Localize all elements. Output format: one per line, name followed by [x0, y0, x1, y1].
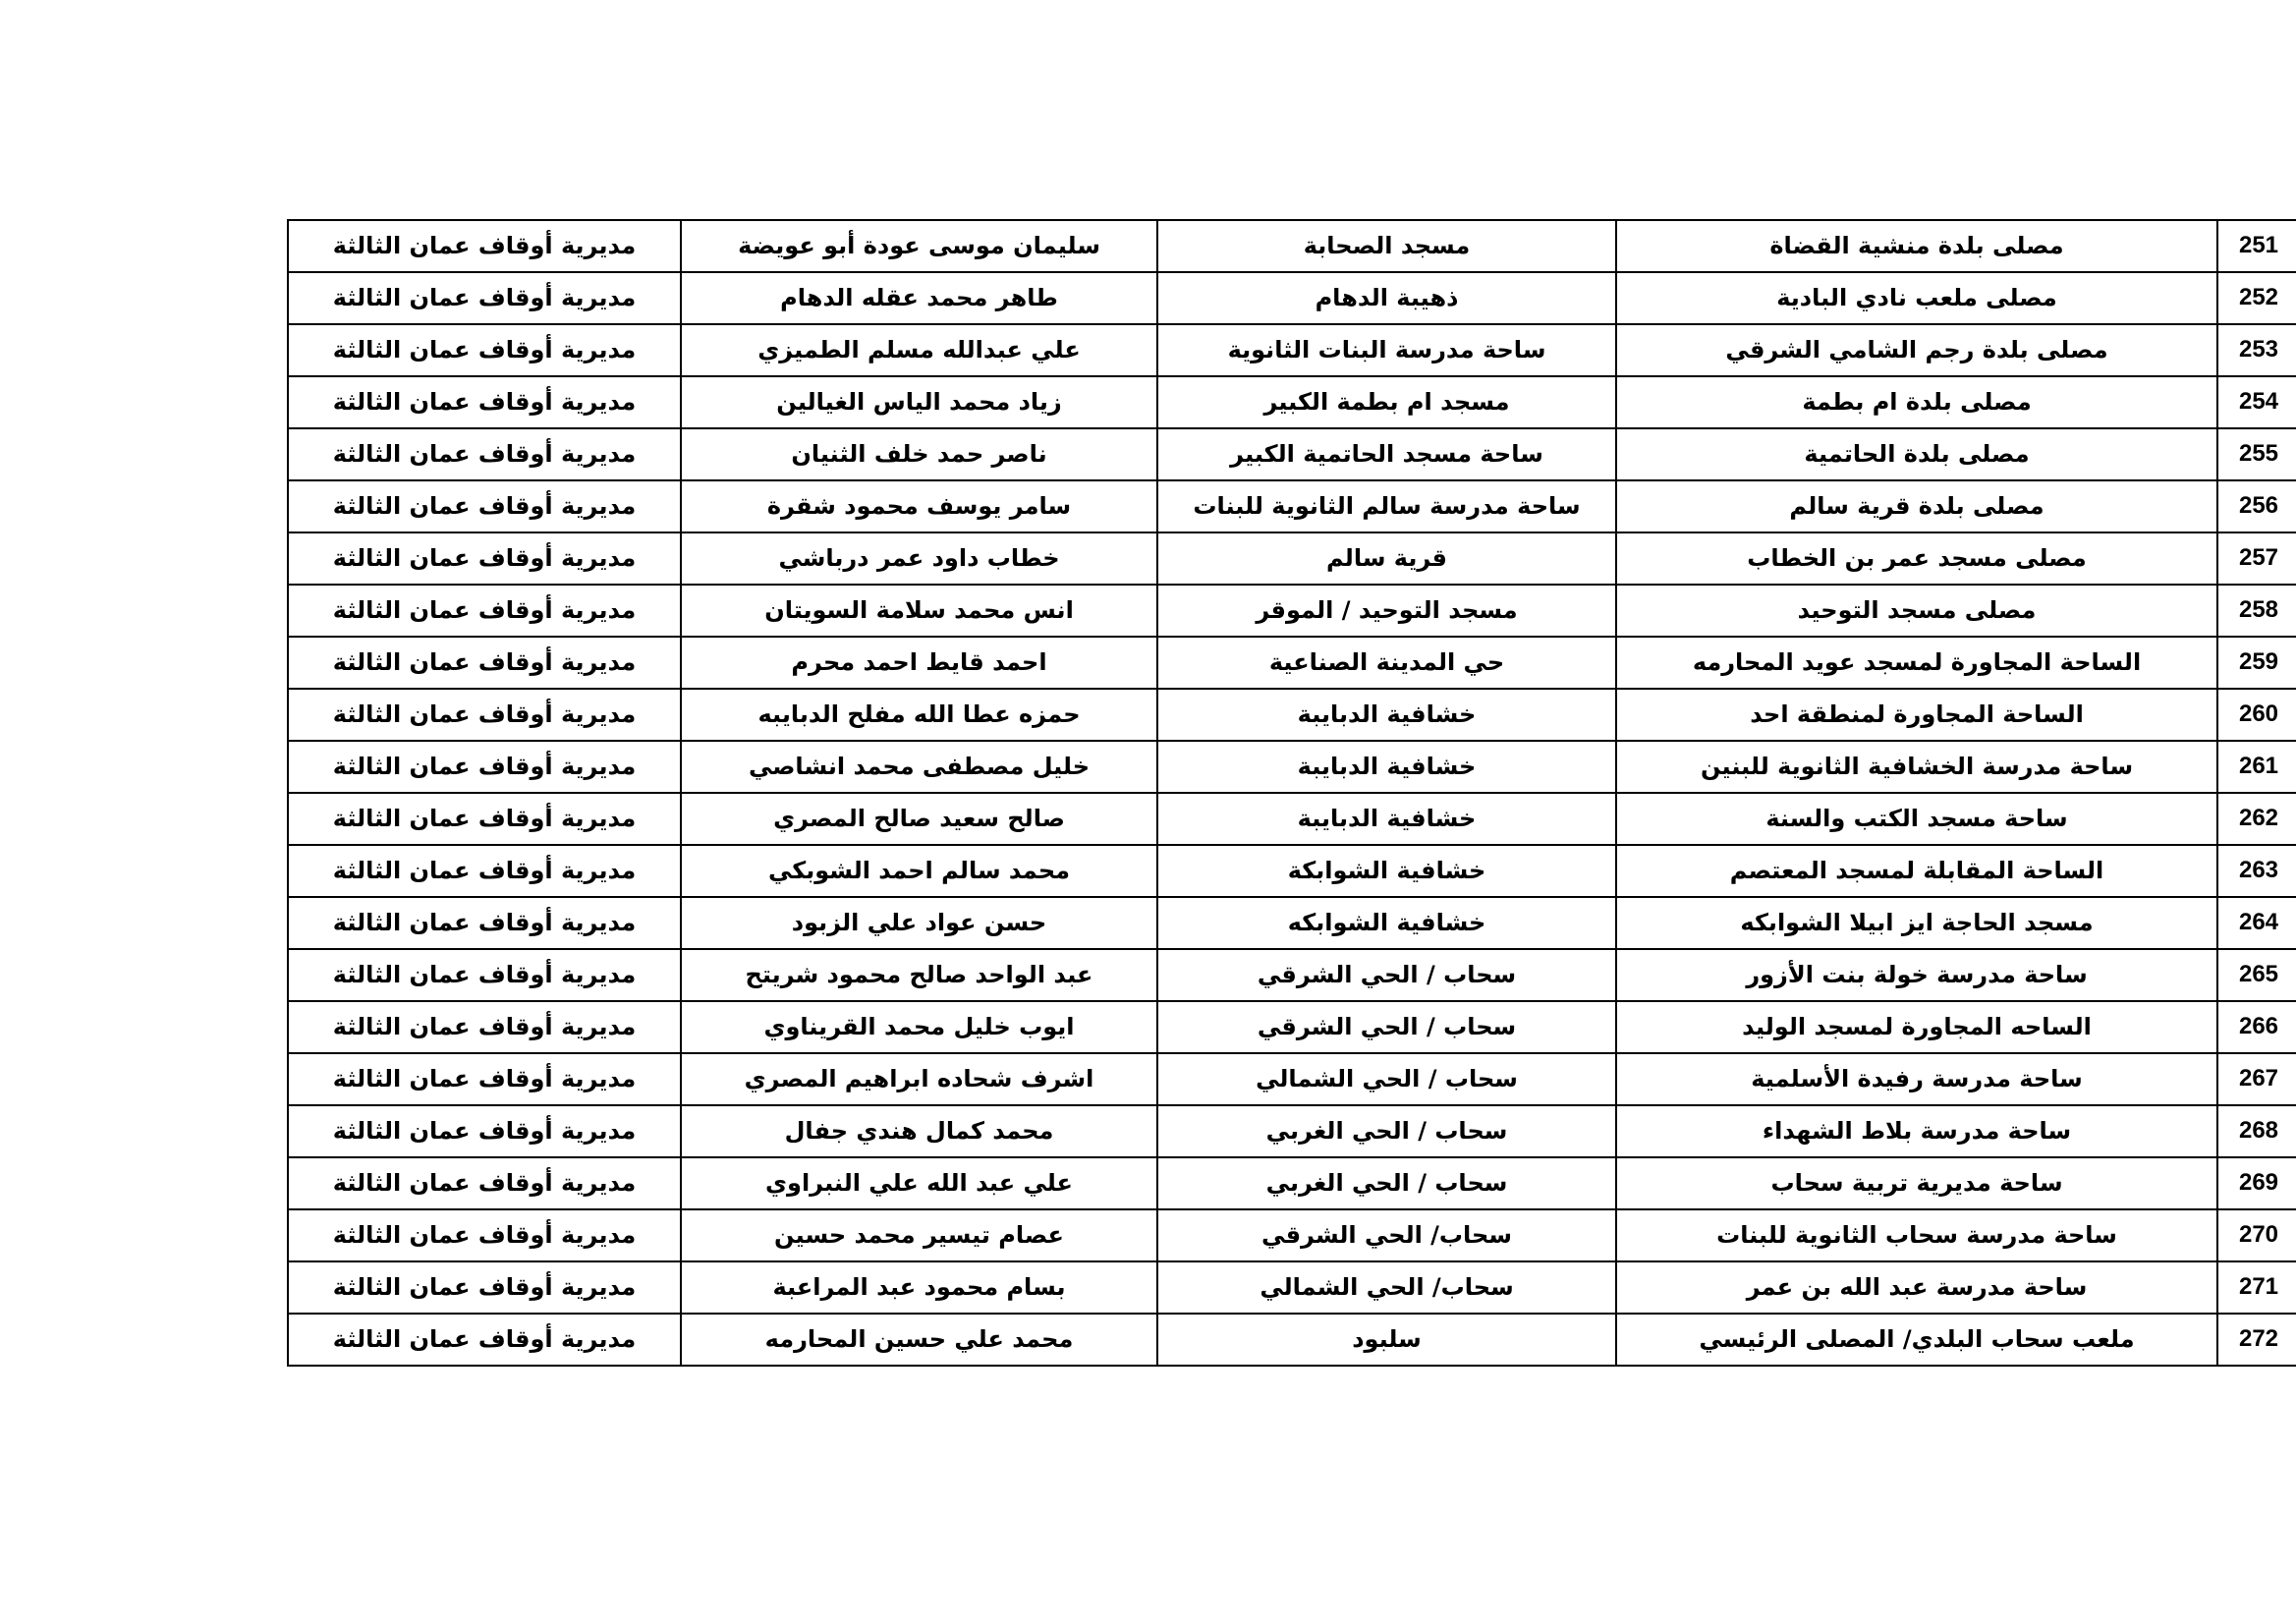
table-row: [288, 480, 2296, 532]
row-number-cell: 262: [2217, 793, 2296, 845]
area-cell: مسجد التوحيد / الموقر: [1157, 585, 1616, 637]
table-row: [288, 585, 2296, 637]
row-number-cell: 268: [2217, 1105, 2296, 1157]
area-cell: خشافية الدبايبة: [1157, 793, 1616, 845]
directorate-cell: مديرية أوقاف عمان الثالثة: [288, 897, 681, 949]
directorate-cell: مديرية أوقاف عمان الثالثة: [288, 324, 681, 376]
supervisor-name-cell: علي عبدالله مسلم الطميزي: [681, 324, 1157, 376]
supervisor-name-cell: ناصر حمد خلف الثنيان: [681, 428, 1157, 480]
prayer-location-cell: الساحة المجاورة لمنطقة احد: [1616, 689, 2217, 741]
supervisor-name-cell: بسام محمود عبد المراعبة: [681, 1261, 1157, 1314]
table-row: [288, 637, 2296, 689]
supervisor-name-cell: محمد سالم احمد الشوبكي: [681, 845, 1157, 897]
table-row: [288, 845, 2296, 897]
area-cell: ساحة مدرسة سالم الثانوية للبنات: [1157, 480, 1616, 532]
directorate-cell: مديرية أوقاف عمان الثالثة: [288, 793, 681, 845]
table-row: [288, 428, 2296, 480]
prayer-location-cell: مصلى بلدة قرية سالم: [1616, 480, 2217, 532]
table-row: [288, 689, 2296, 741]
supervisor-name-cell: حمزه عطا الله مفلح الدبايبه: [681, 689, 1157, 741]
area-cell: سحاب/ الحي الشرقي: [1157, 1209, 1616, 1261]
supervisor-name-cell: علي عبد الله علي النبراوي: [681, 1157, 1157, 1209]
supervisor-name-cell: سليمان موسى عودة أبو عويضة: [681, 220, 1157, 272]
directorate-cell: مديرية أوقاف عمان الثالثة: [288, 428, 681, 480]
directorate-cell: مديرية أوقاف عمان الثالثة: [288, 376, 681, 428]
supervisor-name-cell: حسن عواد علي الزبود: [681, 897, 1157, 949]
prayer-location-cell: مصلى بلدة منشية القضاة: [1616, 220, 2217, 272]
table-body: [288, 220, 2296, 1366]
directorate-cell: مديرية أوقاف عمان الثالثة: [288, 637, 681, 689]
directorate-cell: مديرية أوقاف عمان الثالثة: [288, 1209, 681, 1261]
area-cell: سحاب / الحي الشمالي: [1157, 1053, 1616, 1105]
table-row: [288, 1209, 2296, 1261]
supervisor-name-cell: عبد الواحد صالح محمود شريتح: [681, 949, 1157, 1001]
row-number-cell: 253: [2217, 324, 2296, 376]
area-cell: قرية سالم: [1157, 532, 1616, 585]
area-cell: سحاب / الحي الغربي: [1157, 1157, 1616, 1209]
row-number-cell: 251: [2217, 220, 2296, 272]
area-cell: ساحة مدرسة البنات الثانوية: [1157, 324, 1616, 376]
table-row: [288, 1105, 2296, 1157]
prayer-location-cell: الساحة المقابلة لمسجد المعتصم: [1616, 845, 2217, 897]
supervisor-name-cell: محمد كمال هندي جفال: [681, 1105, 1157, 1157]
table-row: [288, 376, 2296, 428]
area-cell: حي المدينة الصناعية: [1157, 637, 1616, 689]
row-number-cell: 271: [2217, 1261, 2296, 1314]
prayer-location-cell: مصلى بلدة الحاتمية: [1616, 428, 2217, 480]
row-number-cell: 258: [2217, 585, 2296, 637]
directorate-cell: مديرية أوقاف عمان الثالثة: [288, 272, 681, 324]
table-row: [288, 741, 2296, 793]
supervisor-name-cell: عصام تيسير محمد حسين: [681, 1209, 1157, 1261]
row-number-cell: 266: [2217, 1001, 2296, 1053]
directorate-cell: مديرية أوقاف عمان الثالثة: [288, 1001, 681, 1053]
supervisor-name-cell: احمد قايط احمد محرم: [681, 637, 1157, 689]
prayer-location-cell: مصلى مسجد عمر بن الخطاب: [1616, 532, 2217, 585]
directorate-cell: مديرية أوقاف عمان الثالثة: [288, 741, 681, 793]
directorate-cell: مديرية أوقاف عمان الثالثة: [288, 689, 681, 741]
area-cell: سحاب / الحي الشرقي: [1157, 1001, 1616, 1053]
row-number-cell: 265: [2217, 949, 2296, 1001]
area-cell: سحاب / الحي الغربي: [1157, 1105, 1616, 1157]
supervisor-name-cell: ايوب خليل محمد القريناوي: [681, 1001, 1157, 1053]
row-number-cell: 256: [2217, 480, 2296, 532]
supervisor-name-cell: خليل مصطفى محمد انشاصي: [681, 741, 1157, 793]
prayer-location-cell: ساحة مدرسة بلاط الشهداء: [1616, 1105, 2217, 1157]
supervisor-name-cell: زياد محمد الياس الغيالين: [681, 376, 1157, 428]
area-cell: سحاب / الحي الشرقي: [1157, 949, 1616, 1001]
supervisor-name-cell: طاهر محمد عقله الدهام: [681, 272, 1157, 324]
directorate-cell: مديرية أوقاف عمان الثالثة: [288, 845, 681, 897]
supervisor-name-cell: محمد علي حسين المحارمه: [681, 1314, 1157, 1366]
area-cell: سلبود: [1157, 1314, 1616, 1366]
prayer-location-cell: ملعب سحاب البلدي/ المصلى الرئيسي: [1616, 1314, 2217, 1366]
table-row: [288, 1314, 2296, 1366]
table-row: [288, 793, 2296, 845]
area-cell: ساحة مسجد الحاتمية الكبير: [1157, 428, 1616, 480]
prayer-location-cell: الساحه المجاورة لمسجد الوليد: [1616, 1001, 2217, 1053]
row-number-cell: 263: [2217, 845, 2296, 897]
row-number-cell: 261: [2217, 741, 2296, 793]
directorate-cell: مديرية أوقاف عمان الثالثة: [288, 585, 681, 637]
area-cell: خشافية الدبايبة: [1157, 741, 1616, 793]
table-row: [288, 220, 2296, 272]
table-row: [288, 532, 2296, 585]
area-cell: خشافية الشوابكه: [1157, 897, 1616, 949]
row-number-cell: 270: [2217, 1209, 2296, 1261]
directorate-cell: مديرية أوقاف عمان الثالثة: [288, 949, 681, 1001]
directorate-cell: مديرية أوقاف عمان الثالثة: [288, 532, 681, 585]
supervisor-name-cell: سامر يوسف محمود شقرة: [681, 480, 1157, 532]
row-number-cell: 272: [2217, 1314, 2296, 1366]
table-row: [288, 1261, 2296, 1314]
row-number-cell: 269: [2217, 1157, 2296, 1209]
area-cell: خشافية الشوابكة: [1157, 845, 1616, 897]
prayer-location-cell: الساحة المجاورة لمسجد عويد المحارمه: [1616, 637, 2217, 689]
prayer-location-cell: مصلى بلدة رجم الشامي الشرقي: [1616, 324, 2217, 376]
directorate-cell: مديرية أوقاف عمان الثالثة: [288, 480, 681, 532]
row-number-cell: 252: [2217, 272, 2296, 324]
row-number-cell: 254: [2217, 376, 2296, 428]
table-row: [288, 1001, 2296, 1053]
directorate-cell: مديرية أوقاف عمان الثالثة: [288, 1157, 681, 1209]
prayer-location-cell: مصلى ملعب نادي البادية: [1616, 272, 2217, 324]
prayer-location-cell: ساحة مدرسة الخشافية الثانوية للبنين: [1616, 741, 2217, 793]
supervisor-name-cell: خطاب داود عمر درباشي: [681, 532, 1157, 585]
directorate-cell: مديرية أوقاف عمان الثالثة: [288, 1314, 681, 1366]
directorate-cell: مديرية أوقاف عمان الثالثة: [288, 220, 681, 272]
table-row: [288, 324, 2296, 376]
table-row: [288, 897, 2296, 949]
supervisor-name-cell: صالح سعيد صالح المصري: [681, 793, 1157, 845]
row-number-cell: 267: [2217, 1053, 2296, 1105]
supervisor-name-cell: اشرف شحاده ابراهيم المصري: [681, 1053, 1157, 1105]
area-cell: ذهيبة الدهام: [1157, 272, 1616, 324]
area-cell: خشافية الدبايبة: [1157, 689, 1616, 741]
table-row: [288, 949, 2296, 1001]
area-cell: مسجد الصحابة: [1157, 220, 1616, 272]
directorate-cell: مديرية أوقاف عمان الثالثة: [288, 1053, 681, 1105]
table-row: [288, 1157, 2296, 1209]
prayer-location-cell: ساحة مدرسة خولة بنت الأزور: [1616, 949, 2217, 1001]
prayer-location-cell: مصلى مسجد التوحيد: [1616, 585, 2217, 637]
prayer-location-cell: ساحة مدرسة عبد الله بن عمر: [1616, 1261, 2217, 1314]
prayer-location-cell: ساحة مسجد الكتب والسنة: [1616, 793, 2217, 845]
directorate-cell: مديرية أوقاف عمان الثالثة: [288, 1105, 681, 1157]
supervisor-name-cell: انس محمد سلامة السويتان: [681, 585, 1157, 637]
prayer-location-cell: مصلى بلدة ام بطمة: [1616, 376, 2217, 428]
prayer-location-cell: ساحة مديرية تربية سحاب: [1616, 1157, 2217, 1209]
prayer-locations-table: [287, 219, 2296, 1367]
area-cell: سحاب/ الحي الشمالي: [1157, 1261, 1616, 1314]
row-number-cell: 255: [2217, 428, 2296, 480]
prayer-location-cell: مسجد الحاجة ايز ابيلا الشوابكه: [1616, 897, 2217, 949]
prayer-location-cell: ساحة مدرسة سحاب الثانوية للبنات: [1616, 1209, 2217, 1261]
row-number-cell: 259: [2217, 637, 2296, 689]
table-row: [288, 1053, 2296, 1105]
area-cell: مسجد ام بطمة الكبير: [1157, 376, 1616, 428]
directorate-cell: مديرية أوقاف عمان الثالثة: [288, 1261, 681, 1314]
row-number-cell: 264: [2217, 897, 2296, 949]
row-number-cell: 260: [2217, 689, 2296, 741]
prayer-location-cell: ساحة مدرسة رفيدة الأسلمية: [1616, 1053, 2217, 1105]
row-number-cell: 257: [2217, 532, 2296, 585]
table-row: [288, 272, 2296, 324]
